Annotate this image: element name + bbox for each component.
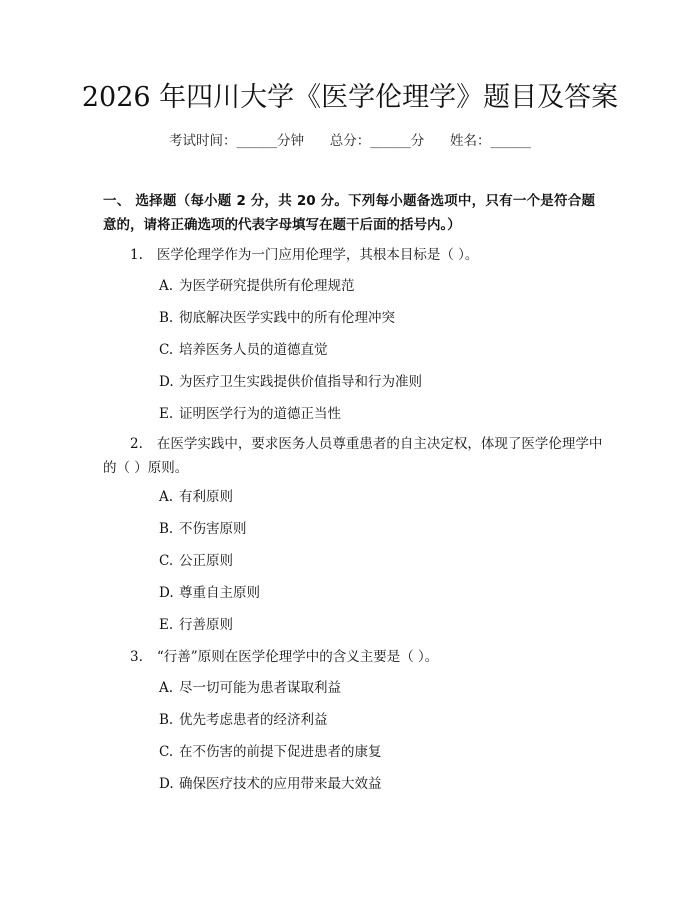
question-2-option-d: [159, 583, 260, 603]
option-letter: D.: [159, 776, 174, 792]
exam-info-line: 考试时间：______分钟 总分：______分 姓名：______: [169, 133, 531, 149]
option-letter: E.: [159, 406, 174, 422]
option-text: 优先考虑患者的经济利益: [179, 712, 328, 728]
option-letter: C.: [159, 342, 174, 358]
option-letter: B.: [159, 521, 174, 537]
question-number: 1.: [130, 247, 143, 263]
question-text: 医学伦理学作为一门应用伦理学，其根本目标是（ ）。: [156, 247, 479, 263]
question-3-option-c: [159, 742, 382, 762]
question-1-option-b: [159, 308, 395, 328]
option-text: 尽一切可能为患者谋取利益: [179, 680, 341, 696]
question-3-option-a: [159, 678, 341, 698]
question-2-stem: [103, 432, 603, 480]
option-text: 有利原则: [179, 489, 233, 505]
question-2-option-a: [159, 487, 233, 507]
option-letter: D.: [159, 585, 174, 601]
question-text: 在医学实践中，要求医务人员尊重患者的自主决定权，体现了医学伦理学中的（ ）原则。: [103, 436, 603, 476]
question-number: 3.: [130, 649, 143, 665]
option-letter: A.: [159, 489, 174, 505]
option-letter: E.: [159, 617, 174, 633]
option-letter: C.: [159, 744, 174, 760]
option-text: 为医学研究提供所有伦理规范: [179, 278, 355, 294]
option-text: 不伤害原则: [179, 521, 247, 537]
option-text: 为医疗卫生实践提供价值指导和行为准则: [179, 374, 422, 390]
question-2-option-c: [159, 551, 233, 571]
option-text: 尊重自主原则: [179, 585, 260, 601]
option-text: 行善原则: [179, 617, 233, 633]
document-title: 2026 年四川大学《医学伦理学》题目及答案: [81, 82, 619, 113]
option-text: 公正原则: [179, 553, 233, 569]
option-letter: B.: [159, 310, 174, 326]
question-3-option-b: [159, 710, 328, 730]
question-1-option-e: [159, 404, 341, 424]
option-text: 彻底解决医学实践中的所有伦理冲突: [179, 310, 395, 326]
option-text: 在不伤害的前提下促进患者的康复: [179, 744, 382, 760]
question-number: 2.: [130, 436, 143, 452]
section-heading: 一、 选择题（每小题 2 分，共 20 分。下列每小题备选项中，只有一个是符合题意的，请将正确选项的代表字母填写在题干后面的括号内。）: [103, 193, 595, 233]
option-text: 培养医务人员的道德直觉: [179, 342, 328, 358]
question-text: “行善”原则在医学伦理学中的含义主要是（ ）。: [156, 649, 439, 665]
question-1-option-a: [159, 276, 355, 296]
question-2-option-b: [159, 519, 247, 539]
option-letter: D.: [159, 374, 174, 390]
option-text: 证明医学行为的道德正当性: [179, 406, 341, 422]
option-letter: A.: [159, 278, 174, 294]
option-letter: B.: [159, 712, 174, 728]
option-letter: C.: [159, 553, 174, 569]
question-3-option-d: [159, 774, 382, 794]
option-text: 确保医疗技术的应用带来最大效益: [179, 776, 382, 792]
option-letter: A.: [159, 680, 174, 696]
question-1-stem: [103, 243, 603, 267]
question-1-option-d: [159, 372, 422, 392]
question-3-stem: [103, 645, 603, 669]
question-2-option-e: [159, 615, 233, 635]
question-1-option-c: [159, 340, 328, 360]
